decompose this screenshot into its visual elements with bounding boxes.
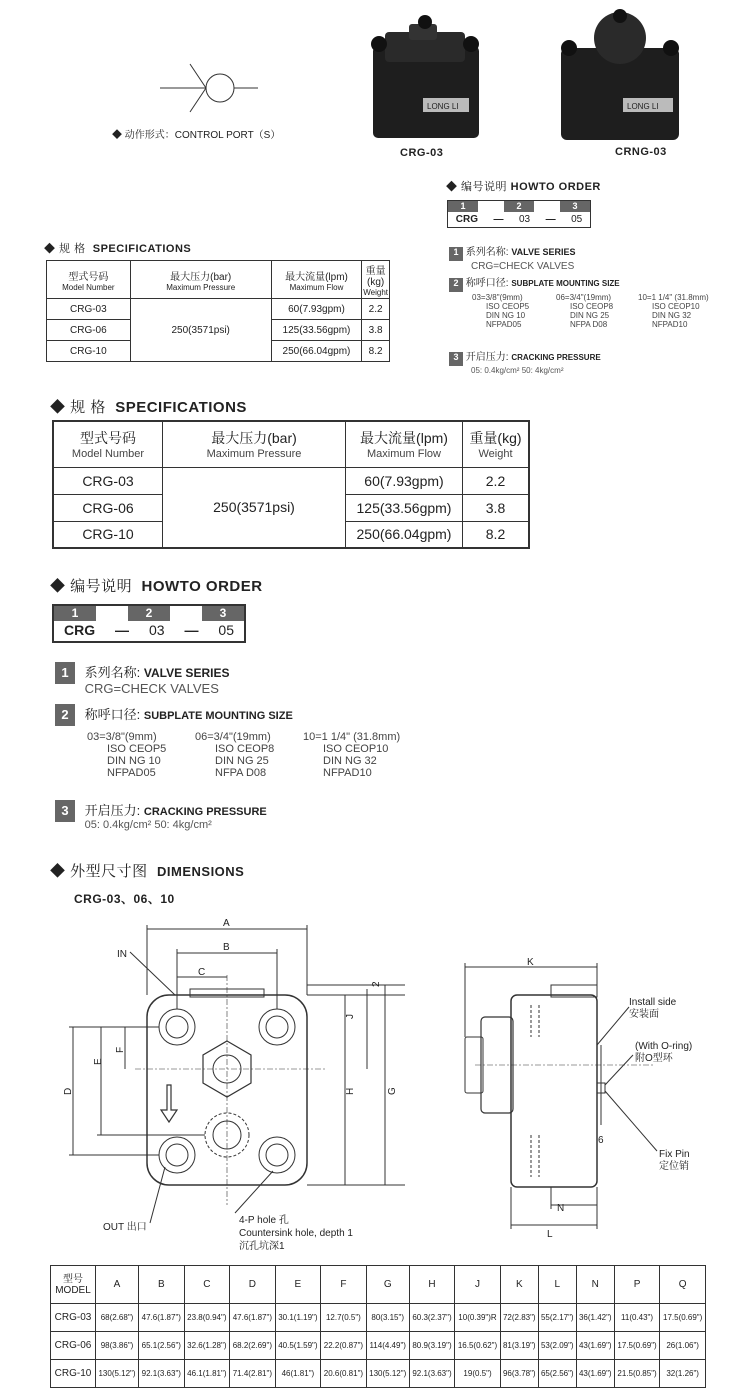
crng-03-photo [555,8,685,143]
spec-big-title: ◆ 规 格 SPECIFICATIONS [50,399,247,416]
crg-03-photo [365,14,485,139]
dim-label-k: K [527,957,534,968]
dim-label-d: D [63,1087,74,1095]
install-side-cn-label: 安装面 [629,1009,659,1020]
dim-label-f: F [115,1046,126,1053]
oring-cn-label: 附O型环 [635,1053,673,1064]
dim-label-g: G [387,1087,398,1095]
check-valve-symbol-icon [160,58,260,118]
side-view-drawing [455,955,725,1245]
dim-label-n: N [557,1203,565,1214]
dim-label-j: J [345,1014,356,1019]
front-view-drawing [55,915,435,1250]
dim-label-c: C [198,967,206,978]
order-big-title: ◆ 编号说明 HOWTO ORDER [50,578,263,595]
hole-label-1: 4-P hole 孔 [239,1215,289,1226]
dim-row-crg-06: CRG-06 98(3.86") 65.1(2.56") 32.6(1.28") 68.2(2.69") 40.5(1.59") 22.2(0.87") 114(4.49") 80.9(3.19") 16.5(0.62") 81(3.19") 53(2.09") 43(1.69") 17.5(0.69") 26(1.06") [51,1332,706,1360]
dimension-table: 型号 MODEL A B C D E F G H J K L N P Q CRG-03 68(2.68") 47.6(1.87") 23.8(0.94") 47.6(1.87") 30.1(1.19") 12.7(0.5") 80(3.15") 60.3(2.37") 10(0.39")R 72(2.83") 55(2.17") 36(1.42") 11(0.43") 17.5(0.69") CRG-06 98(3.86") 65.1(2.56") 32.6(1.28") 68.2(2.69") 40.5(1.59") 22.2(0.87") 114(4.49") 80.9(3.19") 16.5(0.62") 81(3.19") 53(2.09") 43(1.69") 17.5(0.69") 26(1.06") CRG-10 130(5.12") 92.1(3.63") 46.1(1.81") 71.4(2.81") 46(1.81") 20.6(0.81") 130(5.12") 92.1(3.63") 19(0.5") 96(3.78") 65(2.56") 43(1.69") 21.5(0.85") 32(1.26") [50,1265,706,1388]
order-small-item-3: 3 开启压力: CRACKING PRESSURE 05: 0.4kg/cm² 50: 4kg/cm² [449,348,601,375]
order-big-item-2: 2 称呼口径: SUBPLATE MOUNTING SIZE [55,704,293,726]
dim-row-crg-03: CRG-03 68(2.68") 47.6(1.87") 23.8(0.94") 47.6(1.87") 30.1(1.19") 12.7(0.5") 80(3.15") 60.3(2.37") 10(0.39")R 72(2.83") 55(2.17") 36(1.42") 11(0.43") 17.5(0.69") [51,1304,706,1332]
order-big-item-1: 1 系列名称: VALVE SERIES CRG=CHECK VALVES [55,662,229,696]
photo1-label: CRG-03 [400,147,444,159]
dim-label-b: B [223,942,230,953]
install-side-label: Install side [629,997,677,1008]
photo1-brand: LONG LI [427,102,459,111]
dim-label-l: L [547,1229,553,1240]
dim-row-crg-10: CRG-10 130(5.12") 92.1(3.63") 46.1(1.81") 71.4(2.81") 46(1.81") 20.6(0.81") 130(5.12") 92.1(3.63") 19(0.5") 96(3.78") 65(2.56") 43(1.69") 21.5(0.85") 32(1.26") [51,1360,706,1388]
out-label: OUT 出口 [103,1222,147,1233]
order-big-item-3: 3 开启压力: CRACKING PRESSURE 05: 0.4kg/cm² 50: 4kg/cm² [55,800,267,831]
order-small-title: ◆ 编号说明 HOWTO ORDER [446,181,601,193]
order-small-sizes: 03=3/8"(9mm) ISO CEOP5 DIN NG 10 NFPAD05 06=3/4"(19mm) ISO CEOP8 DIN NG 25 NFPA D08 10=1 1/4" (31.8mm) ISO CEOP10 DIN NG 32 NFPAD10 [472,293,709,329]
action-type-label: ◆ 动作形式：CONTROL PORT（S） [112,130,281,141]
oring-label: (With O-ring) [635,1041,693,1052]
order-small-item-2: 2 称呼口径: SUBPLATE MOUNTING SIZE [449,274,620,292]
order-big-code-box: 1 2 3 CRG — 03 — 05 [52,604,246,643]
dim-label-a: A [223,918,230,929]
photo2-brand: LONG LI [627,102,659,111]
hole-label-3: 沉孔坑深1 [239,1241,285,1250]
photo2-label: CRNG-03 [615,146,667,158]
dim-label-e: E [93,1058,104,1065]
dimensions-title: ◆ 外型尺寸图 DIMENSIONS [50,863,245,880]
spec-small-table: 型式号码 Model Number 最大压力(bar) Maximum Pressure 最大流量(lpm) Maximum Flow 重量(kg) Weight CRG-03 250(3571psi) 60(7.93gpm) 2.2 CRG-06 125(33.56gpm) 3.8 CRG-10 250(66.04gpm) 8.2 [46,260,390,362]
order-small-code-box: 1 2 3 CRG — 03 — 05 [447,200,591,228]
spec-big-table: 型式号码 Model Number 最大压力(bar) Maximum Pressure 最大流量(lpm) Maximum Flow 重量(kg) Weight CRG-03 250(3571psi) 60(7.93gpm) 2.2 CRG-06 125(33.56gpm) 3.8 CRG-10 250(66.04gpm) 8.2 [52,420,530,549]
fix-pin-label: Fix Pin [659,1149,690,1160]
spec-small-title: ◆ 规 格 SPECIFICATIONS [44,243,192,255]
dim-label-2: 2 [371,981,382,987]
order-big-sizes: 03=3/8"(9mm) ISO CEOP5 DIN NG 10 NFPAD05 06=3/4"(19mm) ISO CEOP8 DIN NG 25 NFPA D08 10=1 1/4" (31.8mm) ISO CEOP10 DIN NG 32 NFPAD10 [87,731,401,779]
order-small-item-1: 1 系列名称: VALVE SERIES CRG=CHECK VALVES [449,243,576,272]
in-label: IN [117,949,127,960]
hole-label-2: Countersink hole, depth 1 [239,1228,353,1239]
dimensions-subtitle: CRG-03、06、10 [74,892,175,906]
dim-label-h: H [345,1087,356,1095]
dim-col-model: 型号 MODEL [51,1266,96,1304]
fix-pin-cn-label: 定位销 [659,1161,689,1172]
dim-label-6: 6 [598,1135,604,1146]
